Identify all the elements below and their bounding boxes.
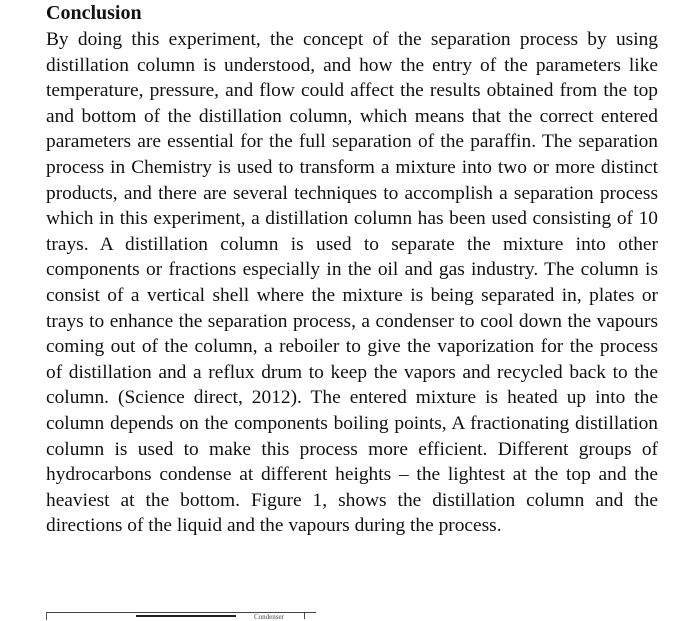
- conclusion-paragraph: By doing this experiment, the concept of the separation process by using distillation column is understood, and how the entry of the parameters like temperature, pressure, and flow could affect the results obtained from the top and bottom of the distillation column, which means that the correct entered parameters are essential for the full separation of the paraffin. The separation process in Chemistry is used to transform a mixture into two or more distinct products, and there are several techniques to accomplish a separation process which in this experiment, a distillation column has been used consisting of 10 trays. A distillation column is used to separate the mixture into other components or fractions especially in the oil and gas industry. The column is consist of a vertical shell where the mixture is being separated in, plates or trays to enhance the separation process, a condenser to cool down the vapours coming out of the column, a reboiler to give the vaporization for the process of distillation and a reflux drum to keep the vapors and recycled back to the column. (Science direct, 2012). The entered mixture is heated up into the column depends on the components boiling points, A fractionating distillation column is used to make this process more efficient. Different groups of hydrocarbons condense at different heights – the lightest at the top and the heaviest at the bottom. Figure 1, shows the distillation column and the directions of the liquid and the vapours during the process.: [46, 29, 658, 537]
- section-heading: Conclusion: [46, 2, 142, 24]
- figure-condenser-line: [136, 615, 236, 617]
- figure-frame-left: [46, 612, 47, 620]
- document-page: [46, 0, 658, 539]
- figure-frame-tick: [304, 613, 305, 619]
- figure-condenser-label: Condenser: [254, 613, 284, 621]
- figure-1-cropped-top: [46, 612, 316, 620]
